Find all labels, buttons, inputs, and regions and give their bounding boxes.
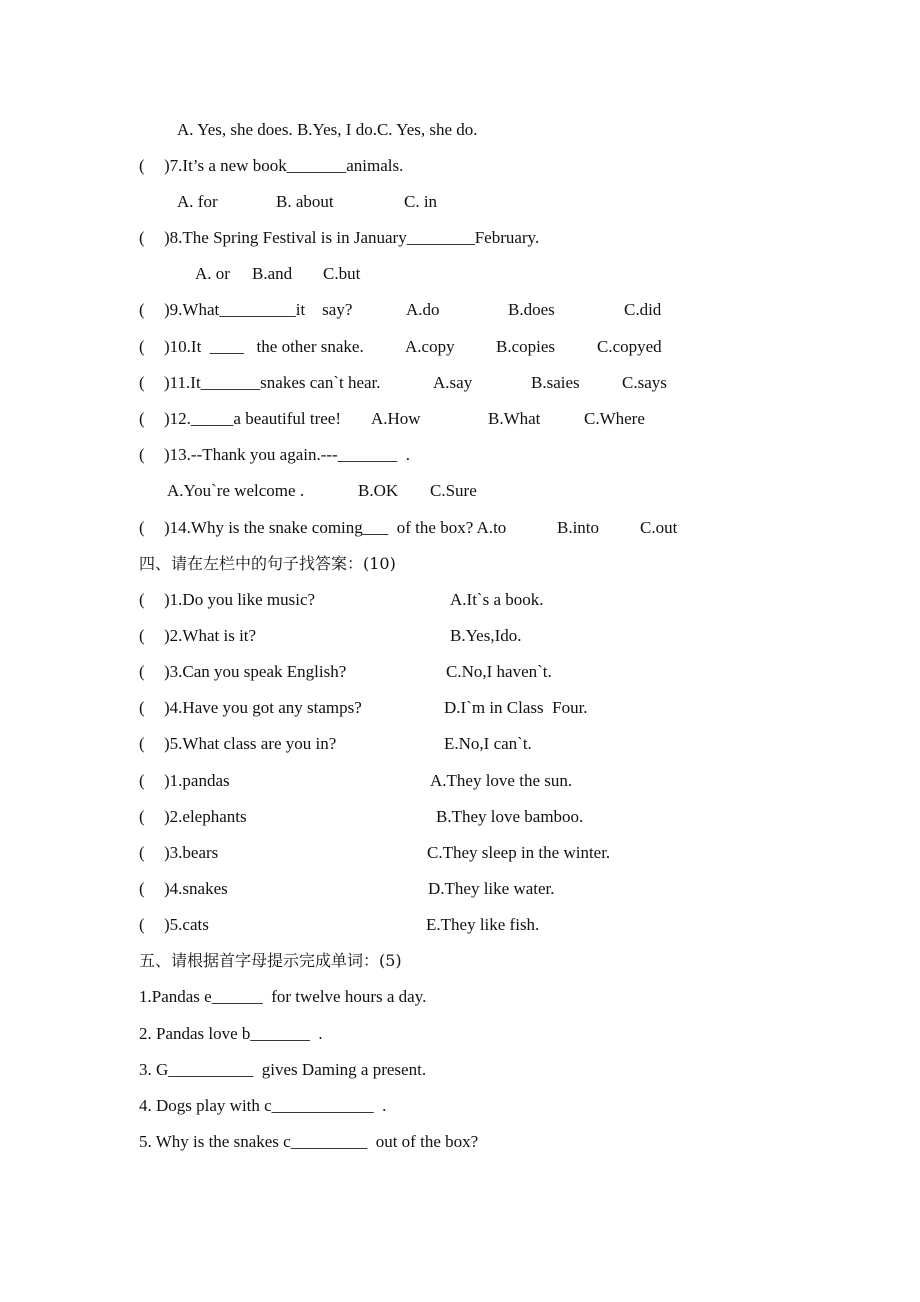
option-b: B.does <box>508 300 555 319</box>
option-b: B.OK <box>358 481 399 500</box>
fill-text: 2. Pandas love b_______ . <box>139 1024 323 1043</box>
answer-paren: ( <box>139 734 145 753</box>
fill-item <box>0 1023 920 1045</box>
answer-paren: ( <box>139 662 145 681</box>
q13-options <box>0 480 920 502</box>
fill-text: 1.Pandas e______ for twelve hours a day. <box>139 987 427 1006</box>
heading-text: 四、请在左栏中的句子找答案：(10) <box>139 554 396 573</box>
option-a: A. or <box>195 264 230 283</box>
match-question: )5.What class are you in? <box>164 734 337 753</box>
match-question: )4.snakes <box>164 879 228 898</box>
question-text: )7.It’s a new book_______animals. <box>164 156 404 175</box>
match-answer: D.They like water. <box>428 879 555 898</box>
q6-options <box>0 119 920 141</box>
option-c: C.Sure <box>430 481 477 500</box>
option-b: B.and <box>252 264 293 283</box>
match-answer: B.Yes,Ido. <box>450 626 522 645</box>
match-question: )4.Have you got any stamps? <box>164 698 362 717</box>
answer-paren: ( <box>139 300 145 319</box>
match-question: )5.cats <box>164 915 209 934</box>
answer-paren: ( <box>139 626 145 645</box>
fill-item <box>0 1095 920 1117</box>
question-text: )8.The Spring Festival is in January________February. <box>164 228 540 247</box>
question-8 <box>0 227 920 249</box>
match-answer: D.I`m in Class Four. <box>444 698 588 717</box>
options-text: A. Yes, she does. B.Yes, I do.C. Yes, she do. <box>177 120 478 139</box>
fill-item <box>0 1059 920 1081</box>
option-b: B.What <box>488 409 541 428</box>
answer-paren: ( <box>139 698 145 717</box>
question-text: )14.Why is the snake coming___ of the box? A.to <box>164 518 507 537</box>
option-c: C.out <box>640 518 678 537</box>
answer-paren: ( <box>139 228 145 247</box>
match-answer: A.They love the sun. <box>430 771 573 790</box>
question-13 <box>0 444 920 466</box>
match-question: )1.Do you like music? <box>164 590 316 609</box>
question-text: )13.--Thank you again.---_______ . <box>164 445 410 464</box>
option-a: A.do <box>406 300 440 319</box>
fill-text: 4. Dogs play with c____________ . <box>139 1096 387 1115</box>
match-answer: A.It`s a book. <box>450 590 544 609</box>
option-c: C.says <box>622 373 667 392</box>
heading-text: 五、请根据首字母提示完成单词：(5) <box>139 951 402 970</box>
answer-paren: ( <box>139 590 145 609</box>
option-b: B.copies <box>496 337 556 356</box>
match-answer: B.They love bamboo. <box>436 807 584 826</box>
match-row <box>0 806 920 828</box>
match-question: )3.Can you speak English? <box>164 662 347 681</box>
match-row <box>0 625 920 647</box>
match-question: )3.bears <box>164 843 219 862</box>
answer-paren: ( <box>139 409 145 428</box>
option-c: C. in <box>404 192 438 211</box>
answer-paren: ( <box>139 373 145 392</box>
answer-paren: ( <box>139 771 145 790</box>
option-a: A.say <box>433 373 473 392</box>
section-5-heading <box>0 950 920 972</box>
match-row <box>0 589 920 611</box>
question-12 <box>0 408 920 430</box>
question-7 <box>0 155 920 177</box>
match-question: )2.elephants <box>164 807 247 826</box>
fill-text: 5. Why is the snakes c_________ out of the box? <box>139 1132 479 1151</box>
match-answer: E.They like fish. <box>426 915 540 934</box>
answer-paren: ( <box>139 156 145 175</box>
match-question: )2.What is it? <box>164 626 257 645</box>
match-row <box>0 914 920 936</box>
answer-paren: ( <box>139 337 145 356</box>
option-a: A.How <box>371 409 421 428</box>
option-b: B.into <box>557 518 600 537</box>
option-a: A.You`re welcome . <box>167 481 305 500</box>
option-a: A. for <box>177 192 218 211</box>
answer-paren: ( <box>139 518 145 537</box>
match-row <box>0 733 920 755</box>
answer-paren: ( <box>139 807 145 826</box>
option-b: B.saies <box>531 373 580 392</box>
section-4-heading <box>0 553 920 575</box>
question-10 <box>0 336 920 358</box>
match-row <box>0 661 920 683</box>
question-9 <box>0 299 920 321</box>
match-row <box>0 842 920 864</box>
option-c: C.copyed <box>597 337 662 356</box>
option-a: A.copy <box>405 337 455 356</box>
question-14 <box>0 517 920 539</box>
match-question: )1.pandas <box>164 771 230 790</box>
fill-text: 3. G__________ gives Daming a present. <box>139 1060 427 1079</box>
match-answer: C.No,I haven`t. <box>446 662 552 681</box>
match-answer: E.No,I can`t. <box>444 734 532 753</box>
option-b: B. about <box>276 192 334 211</box>
question-11 <box>0 372 920 394</box>
fill-item <box>0 1131 920 1153</box>
option-c: C.did <box>624 300 662 319</box>
question-text: )12._____a beautiful tree! <box>164 409 342 428</box>
fill-item <box>0 986 920 1008</box>
match-row <box>0 697 920 719</box>
answer-paren: ( <box>139 915 145 934</box>
q8-options <box>0 263 920 285</box>
option-c: C.but <box>323 264 361 283</box>
question-text: )10.It ____ the other snake. <box>164 337 364 356</box>
question-text: )11.It_______snakes can`t hear. <box>164 373 381 392</box>
answer-paren: ( <box>139 843 145 862</box>
question-text: )9.What_________it say? <box>164 300 353 319</box>
answer-paren: ( <box>139 879 145 898</box>
match-row <box>0 770 920 792</box>
answer-paren: ( <box>139 445 145 464</box>
q7-options <box>0 191 920 213</box>
match-row <box>0 878 920 900</box>
option-c: C.Where <box>584 409 645 428</box>
match-answer: C.They sleep in the winter. <box>427 843 611 862</box>
